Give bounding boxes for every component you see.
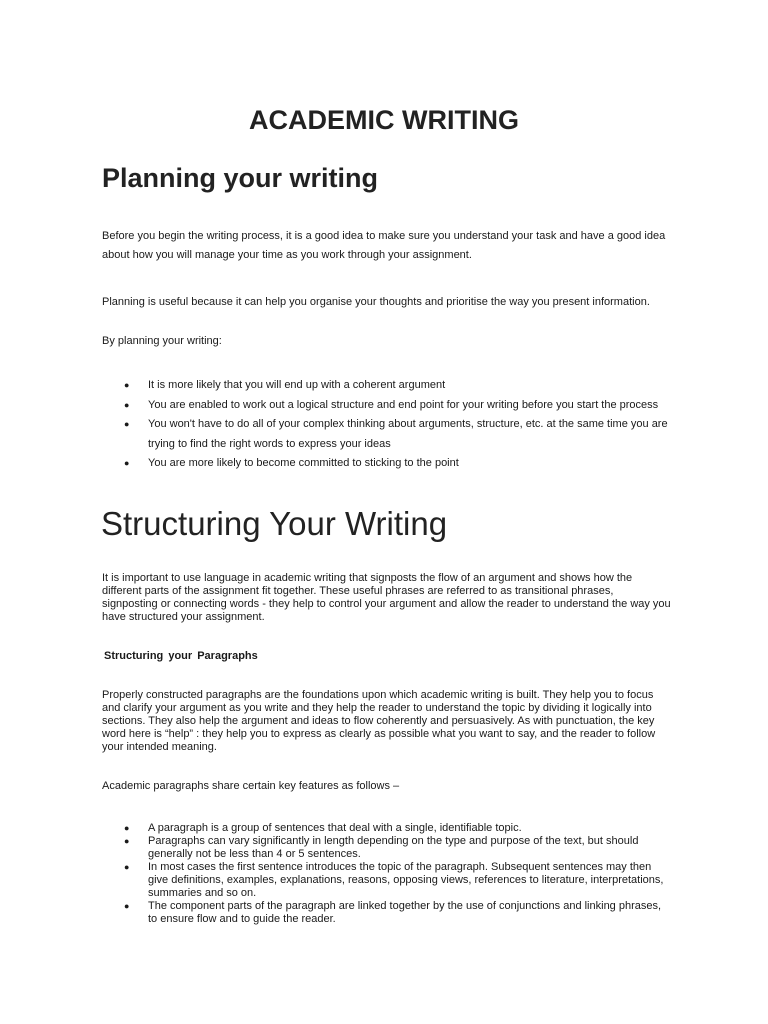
structuring-bullet-list xyxy=(102,822,672,926)
planning-paragraph-3: By planning your writing: xyxy=(102,335,222,347)
list-item xyxy=(102,376,672,396)
list-item-text: A paragraph is a group of sentences that deal with a single, identifiable topic. xyxy=(148,822,522,834)
planning-paragraph-2: Planning is useful because it can help you organise your thoughts and prioritise the way you present information. xyxy=(102,296,650,308)
list-item-text: The component parts of the paragraph are linked together by the use of conjunctions and linking phrases, to ensure flow and to guide the reader. xyxy=(148,900,662,925)
subheading-paragraphs: Structuring your Paragraphs xyxy=(104,650,258,662)
structuring-paragraph-1: It is important to use language in academic writing that signposts the flow of an argument and shows how the different parts of the assignment fit together. These useful phrases are referred to as transitional phrases, signposting or connecting words - they help to control your argument and allow the reader to understand the way you have structured your assignment. xyxy=(102,572,671,623)
list-item xyxy=(102,835,672,861)
list-item-text: Paragraphs can vary significantly in length depending on the type and purpose of the text, but should generally not be less than 4 or 5 sentences. xyxy=(148,835,639,860)
document-title: ACADEMIC WRITING xyxy=(249,105,519,135)
list-item-text: You are more likely to become committed to sticking to the point xyxy=(148,457,459,469)
bullet-icon: ● xyxy=(124,901,130,911)
bullet-icon: ● xyxy=(124,823,130,833)
structuring-paragraph-2: Properly constructed paragraphs are the foundations upon which academic writing is built. They help you to focus and clarify your argument as you write and they help the reader to understand the topic by dividing it logically into sections. They also help the argument and ideas to flow coherently and persuasively. As with punctuation, the key word here is “help” : they help you to express as clearly as possible what you want to say, and the reader to follow your intended meaning. xyxy=(102,689,656,753)
bullet-icon: ● xyxy=(124,419,130,429)
list-item-text: In most cases the first sentence introduces the topic of the paragraph. Subsequent sentences may then give definitions, examples, explanations, reasons, opposing views, references to literature, interpretations, summaries and so on. xyxy=(148,861,664,899)
list-item xyxy=(102,822,672,835)
list-item-text: You won't have to do all of your complex thinking about arguments, structure, etc. at the same time you are trying to find the right words to express your ideas xyxy=(148,418,668,450)
section-heading-structuring: Structuring Your Writing xyxy=(101,505,448,542)
list-item-text: It is more likely that you will end up with a coherent argument xyxy=(148,379,446,391)
structuring-paragraph-3: Academic paragraphs share certain key features as follows – xyxy=(102,780,400,792)
list-item xyxy=(102,396,672,416)
planning-paragraph-1: Before you begin the writing process, it is a good idea to make sure you understand your task and have a good idea about how you will manage your time as you work through your assignment. xyxy=(102,230,666,261)
list-item-text: You are enabled to work out a logical structure and end point for your writing before you start the process xyxy=(148,398,659,411)
bullet-icon: ● xyxy=(124,380,130,390)
planning-bullet-list xyxy=(102,376,672,474)
bullet-icon: ● xyxy=(124,399,130,410)
list-item xyxy=(102,454,672,474)
bullet-icon: ● xyxy=(124,836,130,846)
list-item xyxy=(102,900,672,926)
list-item xyxy=(102,415,672,454)
list-item xyxy=(102,861,672,900)
section-heading-planning: Planning your writing xyxy=(102,163,378,193)
bullet-icon: ● xyxy=(124,458,130,468)
bullet-icon: ● xyxy=(124,862,130,872)
